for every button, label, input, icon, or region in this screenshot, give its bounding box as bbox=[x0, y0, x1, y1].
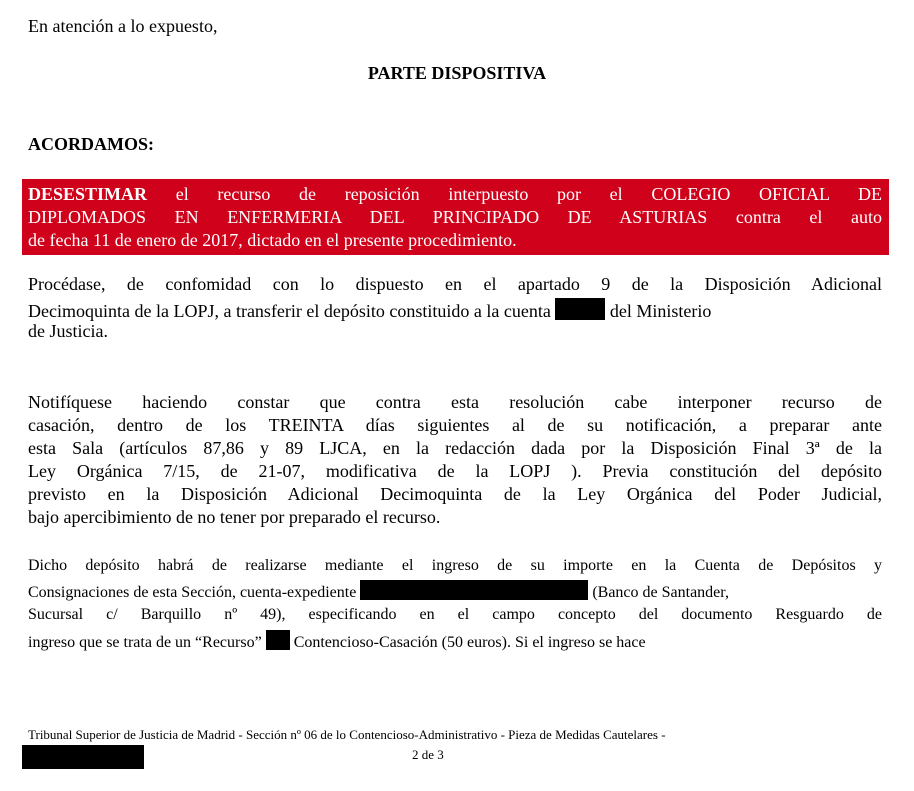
redaction-type bbox=[266, 630, 290, 650]
p3-line-2: Consignaciones de esta Sección, cuenta-expediente (Banco de Santander, bbox=[28, 580, 729, 603]
p3-line-3: Sucursal c/ Barquillo nº 49), especificando en el campo concepto del documento Resguardo de bbox=[28, 606, 882, 623]
p2-line-4: Ley Orgánica 7/15, de 21-07, modificativa de la LOPJ ). Previa constitución del depósito bbox=[28, 461, 882, 481]
p2-line-5: previsto en la Disposición Adicional Decimoquinta de la Ley Orgánica del Poder Judicial, bbox=[28, 484, 882, 504]
highlight-line-1: DESESTIMAR el recurso de reposición interpuesto por el COLEGIO OFICIAL DE bbox=[28, 184, 883, 204]
footer-court-line: Tribunal Superior de Justicia de Madrid - Sección nº 06 de lo Contencioso-Administrativo - Pieza de Medidas Cautelares - bbox=[28, 727, 666, 742]
page-number: 2 de 3 bbox=[412, 747, 444, 762]
p3-line-1: Dicho depósito habrá de realizarse mediante el ingreso de su importe en la Cuenta de Depósitos y bbox=[28, 557, 882, 574]
desestimar-word: DESESTIMAR bbox=[28, 184, 148, 204]
p2-line-3: esta Sala (artículos 87,86 y 89 LJCA, en la redacción dada por la Disposición Final 3ª de la bbox=[28, 438, 882, 458]
section-title: PARTE DISPOSITIVA bbox=[367, 63, 547, 83]
highlight-line-3: de fecha 11 de enero de 2017, dictado en el presente procedimiento. bbox=[28, 230, 517, 250]
highlight-line-2: DIPLOMADOS EN ENFERMERIA DEL PRINCIPADO DE ASTURIAS contra el auto bbox=[28, 207, 882, 227]
p2-line-2: casación, dentro de los TREINTA días siguientes al de su notificación, a preparar ante bbox=[28, 415, 882, 435]
p2-line-1: Notifíquese haciendo constar que contra esta resolución cabe interponer recurso de bbox=[28, 392, 882, 412]
redaction-account bbox=[555, 298, 605, 320]
p1-line-1: Procédase, de confomidad con lo dispuesto en el apartado 9 de la Disposición Adicional bbox=[28, 274, 882, 294]
redaction-footer bbox=[22, 745, 144, 769]
redaction-expediente bbox=[360, 580, 588, 600]
p1-line-3: de Justicia. bbox=[28, 321, 108, 341]
intro-text: En atención a lo expuesto, bbox=[28, 16, 218, 36]
p2-line-6: bajo apercibimiento de no tener por preparado el recurso. bbox=[28, 507, 441, 527]
p1-line-2: Decimoquinta de la LOPJ, a transferir el depósito constituido a la cuenta del Ministerio bbox=[28, 298, 711, 322]
p3-line-4: ingreso que se trata de un “Recurso” Contencioso-Casación (50 euros). Si el ingreso se hace bbox=[28, 630, 646, 653]
acordamos-heading: ACORDAMOS: bbox=[28, 134, 154, 154]
